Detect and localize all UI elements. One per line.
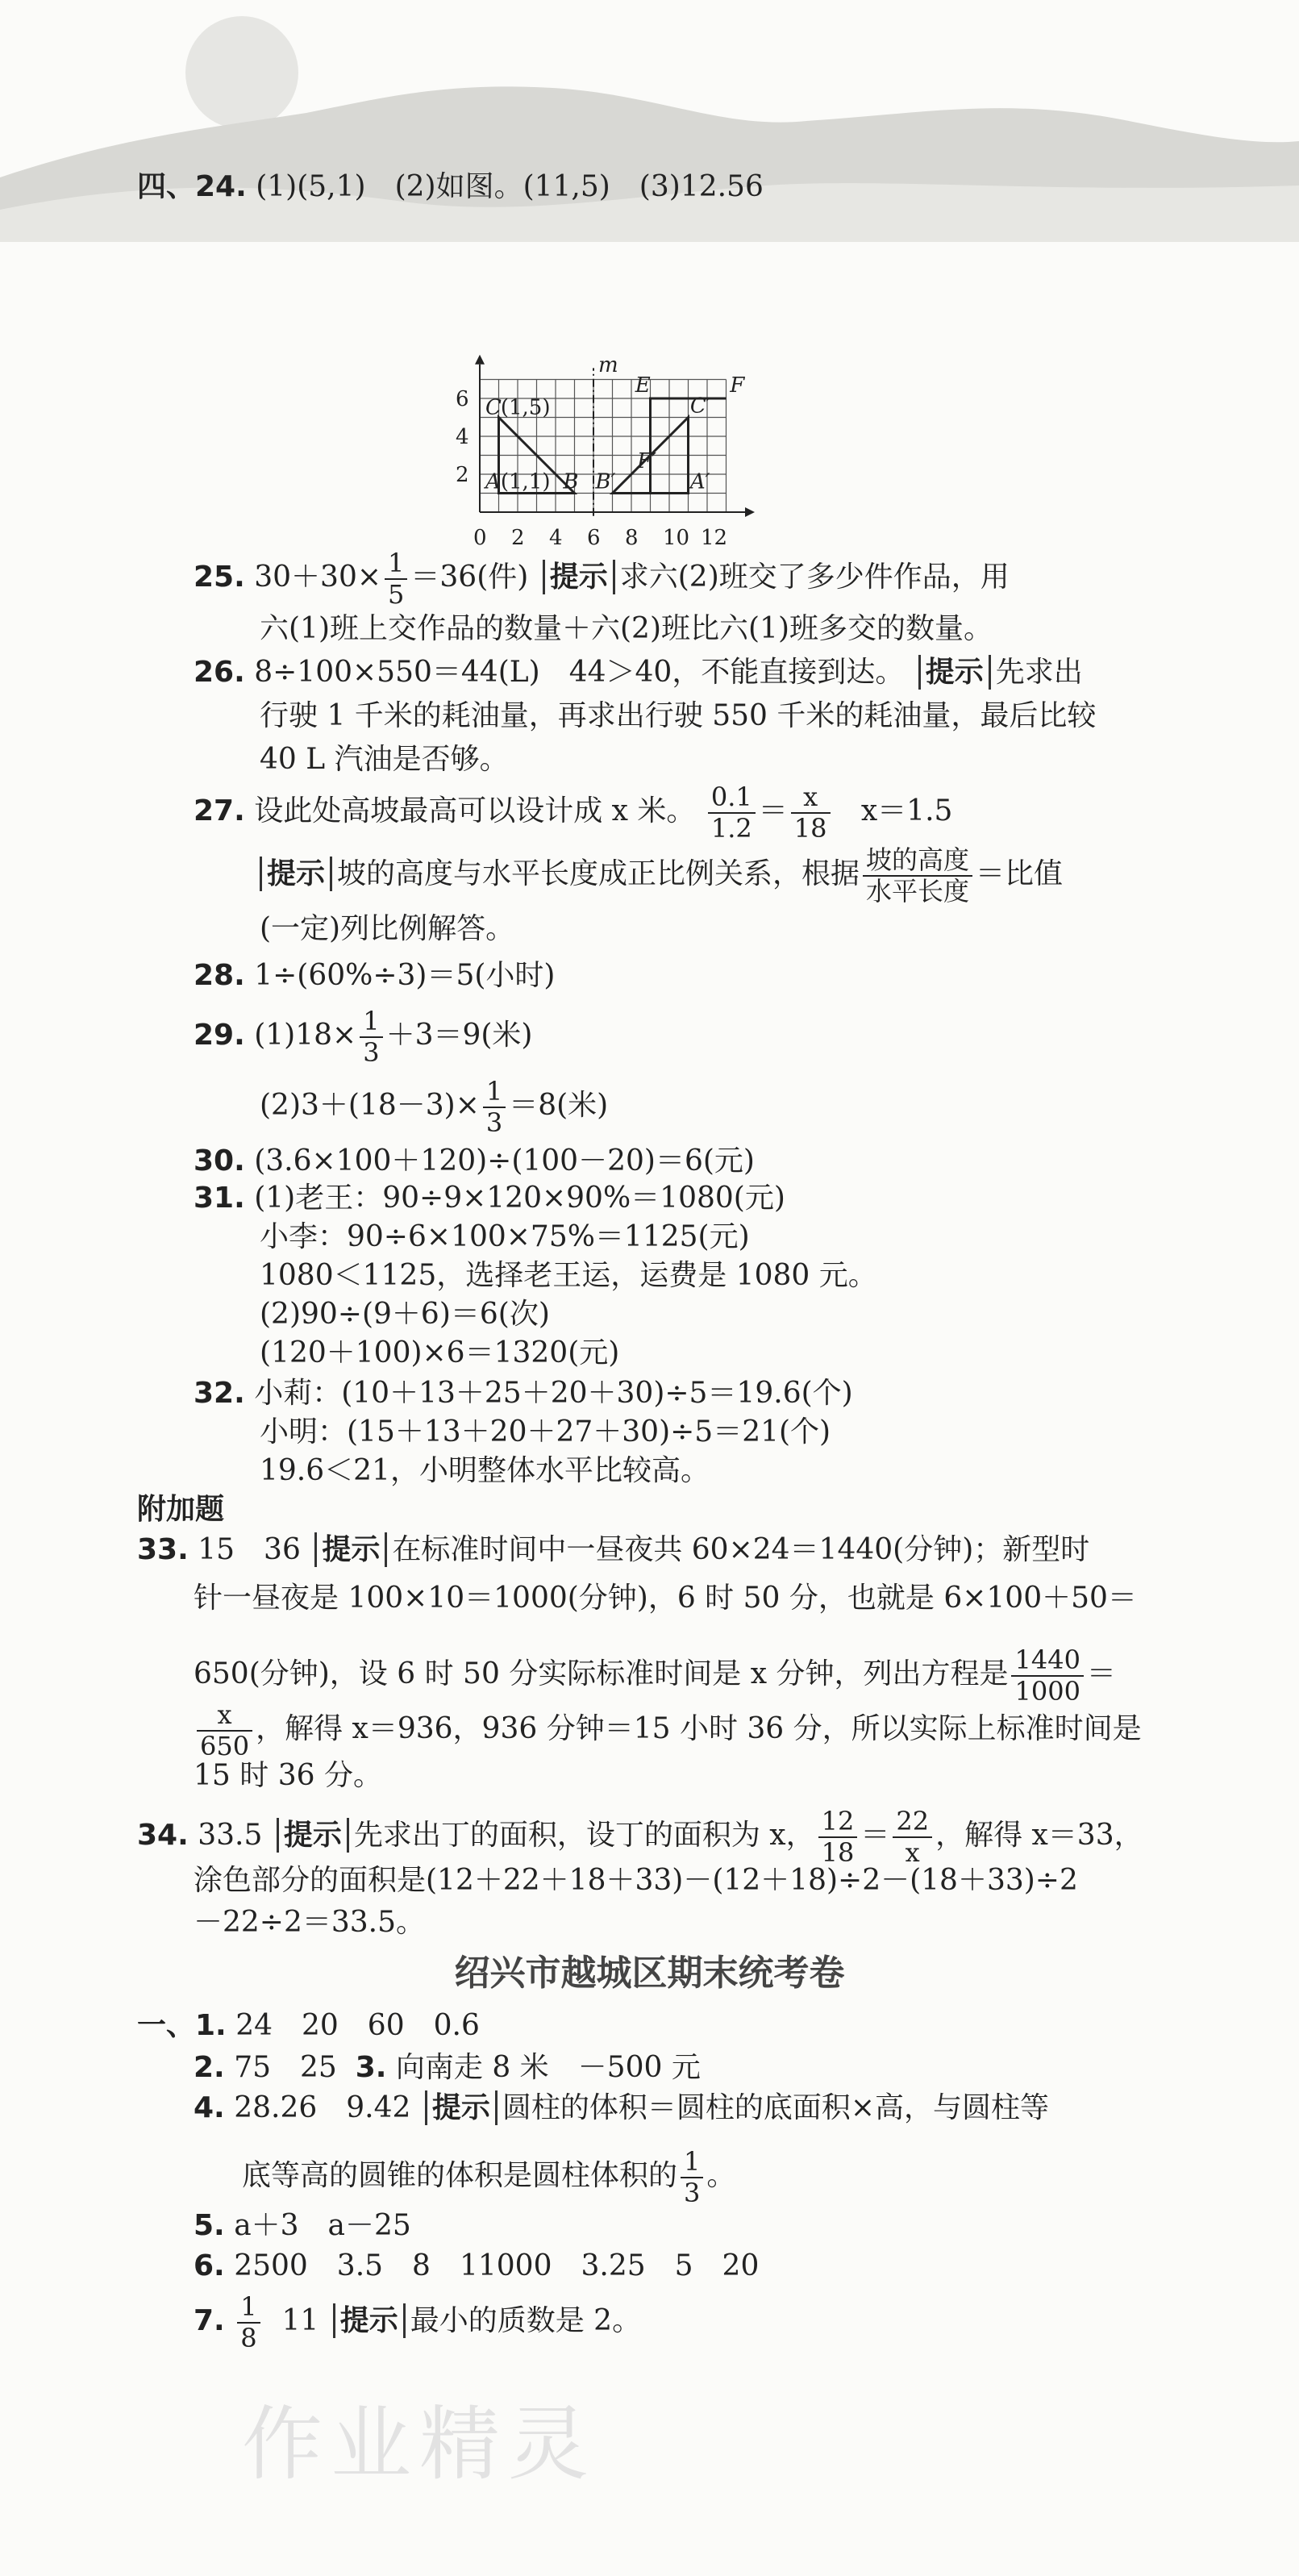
q27-line2: 提示 坡的高度与水平长度成正比例关系，根据 $\frac{\text{坡的高度}}{\text{水平长度}}$ ＝比值 [260,845,1063,907]
s6-number: 6. [194,2249,225,2282]
q32-line1 [194,1376,853,1411]
s2-line [194,2050,701,2085]
s1-line [137,2008,480,2043]
s7-hint-tag: 提示 [333,2303,406,2338]
q26-hint-text: 先求出 [995,656,1083,689]
watermark: 作业精灵 [242,2397,597,2491]
q27-line3: (一定)列比例解答。 [260,912,515,945]
q34-frac1: $\frac{12}{18}$ [818,1807,858,1868]
q32-number: 32. [194,1377,245,1410]
q34-text-1: 先求出丁的面积，设丁的面积为 x， [353,1818,815,1852]
s3-text: 向南走 8 米 －500 元 [395,2051,701,2084]
label-F: F [730,373,745,398]
q32-text-3: 19.6＜21，小明整体水平比较高。 [260,1454,710,1487]
extra-section-heading: 附加题 [137,1493,225,1526]
s5-line [194,2208,411,2243]
s4-text: 28.26 9.42 [234,2091,411,2124]
q27-answer: x＝1.5 [860,794,953,827]
x-tick-label: 2 [511,526,525,548]
x-tick-label: 8 [625,526,639,548]
x-tick-label: 6 [587,526,601,548]
s6-text: 2500 3.5 8 11000 3.25 5 20 [234,2249,760,2282]
label-F-prime: F′ [637,449,657,473]
q33-frac2: $\frac{x}{650}$ [197,1700,252,1761]
q34-frac2: $\frac{22}{x}$ [893,1807,932,1868]
q27-hint-text: 坡的高度与水平长度成正比例关系，根据 [337,857,860,890]
q33-line3: 650(分钟)，设 6 时 50 分实际标准时间是 x 分钟，列出方程是 $\frac{1440}{1000}$ ＝ [194,1644,1116,1707]
q27-number: 27. [194,794,245,827]
q25-expr-a: 30＋30× [254,560,382,594]
q29-line1: 29. (1)18× $\frac{1}{3}$ ＋3＝9(米) [194,1006,533,1068]
s7-hint-text: 最小的质数是 2。 [410,2303,642,2337]
s7-line [194,2292,641,2353]
s5-text: a＋3 a－25 [234,2209,411,2242]
q31-number: 31. [194,1182,245,1215]
x-axis-arrow [745,507,755,517]
s7-fraction: $\frac{1}{8}$ [237,2292,260,2353]
diagram-marks [456,353,755,548]
q33-text-1: 在标准时间中一昼夜共 60×24＝1440(分钟)；新型时 [392,1533,1090,1566]
q28-number: 28. [194,959,245,992]
q34-text-1b: ，解得 x＝33， [935,1818,1143,1852]
y-axis-arrow [475,355,485,365]
s4-hint-tag: 提示 [425,2090,498,2125]
y-tick-label: 4 [456,425,469,449]
q26-hint-tag: 提示 [918,655,991,690]
s2-number: 2. [194,2051,225,2084]
q25-line2: 六(1)班上交作品的数量＋六(2)班比六(1)班多交的数量。 [260,612,993,645]
q33-line4 [194,1700,1142,1761]
label-C-coord: (1,5) [500,395,551,420]
q30-text: (3.6×100＋120)÷(100－20)＝6(元) [254,1144,755,1178]
label-m: m [598,353,618,378]
q26-line3: 40 L 汽油是否够。 [260,743,509,776]
s4-line1 [194,2090,1049,2125]
q31-text-4: (2)90÷(9＋6)＝6(次) [260,1298,550,1331]
label-A-coord: (1,1) [500,469,551,494]
label-E: E [635,373,651,398]
q25-hint-text: 求六(2)班交了多少件作品，用 [619,560,1010,594]
s6-line [194,2249,759,2283]
label-B: B [563,469,579,494]
q31-line1 [194,1181,785,1215]
q33-line1 [137,1532,1089,1567]
x-tick-label: 0 [473,526,487,548]
q33-number: 33. [137,1533,189,1566]
s7-number: 7. [194,2303,225,2337]
s4-line2: 底等高的圆锥的体积是圆柱体积的 $\frac{1}{3}$ 。 [242,2146,736,2208]
q33-answer: 15 36 [198,1533,301,1566]
q27-hint-tag: 提示 [260,857,332,891]
q29-frac-b: $\frac{1}{3}$ [483,1077,506,1138]
s7-text: 11 [281,2303,319,2337]
q26-line1 [194,655,1083,690]
x-tick-label: 12 [701,526,728,548]
q34-text-3: －22÷2＝33.5。 [194,1906,426,1939]
q25-hint-tag: 提示 [543,560,615,594]
q34-text-2: 涂色部分的面积是(12＋22＋18＋33)－(12＋18)÷2－(18＋33)÷2 [194,1864,1078,1897]
q26-number: 26. [194,656,245,689]
q28-text: 1÷(60%÷3)＝5(小时) [254,959,556,992]
x-tick-label: 4 [549,526,563,548]
q27-frac2: $\frac{x}{18}$ [791,782,831,844]
q25-number: 25. [194,560,245,594]
y-tick-label: 6 [456,387,469,411]
q32-text-2: 小明：(15＋13＋20＋27＋30)÷5＝21(个) [260,1415,831,1448]
q34-line1: 34. 33.5 提示 先求出丁的面积，设丁的面积为 x， $\frac{12}{18}$ ＝ $\frac{22}{x}$ ，解得 x＝33， [137,1806,1143,1868]
q24-text: (1)(5,1) (2)如图。(11,5) (3)12.56 [256,170,764,203]
q26-line2: 行驶 1 千米的耗油量，再求出行驶 550 千米的耗油量，最后比较 [260,699,1097,732]
q28-line [194,958,555,993]
s4-fraction: $\frac{1}{3}$ [681,2147,703,2208]
q27-frac1: $\frac{0.1}{1.2}$ [708,782,756,844]
q25-fraction: $\frac{1}{5}$ [385,548,407,610]
label-C: C [485,395,502,420]
q33-text-2: 针一昼夜是 100×10＝1000(分钟)，6 时 50 分，也就是 6×100＋50＝ [194,1582,1137,1615]
q25-expr-b: ＝36(件) [410,560,529,594]
q26-text: 8÷100×550＝44(L) 44＞40，不能直接到达。 [254,656,905,689]
q33-text-4: ，解得 x＝936，936 分钟＝15 小时 36 分，所以实际上标准时间是 [256,1711,1142,1745]
q31-text-1: (1)老王：90÷9×120×90%＝1080(元) [254,1182,785,1215]
q30-number: 30. [194,1144,245,1178]
q31-text-2: 小李：90÷6×100×75%＝1125(元) [260,1220,750,1253]
s1-number: 一、1. [137,2009,227,2042]
q24-number: 四、24. [137,170,247,203]
section-title: 绍兴市越城区期末统考卷 [454,1953,845,1994]
q34-number: 34. [137,1818,189,1852]
q30-line [194,1144,755,1178]
grid-diagram [435,210,1016,548]
s5-number: 5. [194,2209,225,2242]
q33-hint-tag: 提示 [314,1532,387,1567]
q27-text: 设此处高坡最高可以设计成 x 米。 [254,794,696,827]
label-A: A [485,469,501,494]
q34-answer: 33.5 [198,1818,263,1852]
label-B-prime: B′ [595,469,616,494]
q34-hint-tag: 提示 [277,1818,349,1853]
label-C-prime: C′ [689,394,711,419]
q32-text-1: 小莉：(10＋13＋25＋20＋30)÷5＝19.6(个) [254,1377,853,1410]
q29-number: 29. [194,1018,245,1052]
s1-text: 24 20 60 0.6 [235,2009,480,2042]
q31-text-5: (120＋100)×6＝1320(元) [260,1336,620,1369]
q33-frac1: $\frac{1440}{1000}$ [1011,1645,1083,1707]
q27-line1: 27. 设此处高坡最高可以设计成 x 米。 $\frac{0.1}{1.2}$ ＝ $\frac{x}{18}$ x＝1.5 [194,782,953,844]
q33-text-5: 15 时 36 分。 [194,1759,382,1792]
q27-frac3: $\frac{\text{坡的高度}}{\text{水平长度}}$ [863,845,972,907]
x-tick-label: 10 [663,526,690,548]
s4-hint-text: 圆柱的体积＝圆柱的底面积×高，与圆柱等 [502,2091,1050,2124]
label-A-prime: A′ [689,469,710,494]
s3-number: 3. [355,2051,387,2084]
q29-line2: (2)3＋(18－3)× $\frac{1}{3}$ ＝8(米) [260,1076,609,1138]
s4-number: 4. [194,2091,225,2124]
q33-text-3: 650(分钟)，设 6 时 50 分实际标准时间是 x 分钟，列出方程是 [194,1657,1009,1690]
q24-line [137,169,764,204]
q29-frac-a: $\frac{1}{3}$ [360,1007,382,1068]
s2-text: 75 25 [234,2051,337,2084]
q25-line1 [194,548,1010,610]
q31-text-3: 1080＜1125，选择老王运，运费是 1080 元。 [260,1259,877,1292]
y-tick-label: 2 [456,463,469,487]
